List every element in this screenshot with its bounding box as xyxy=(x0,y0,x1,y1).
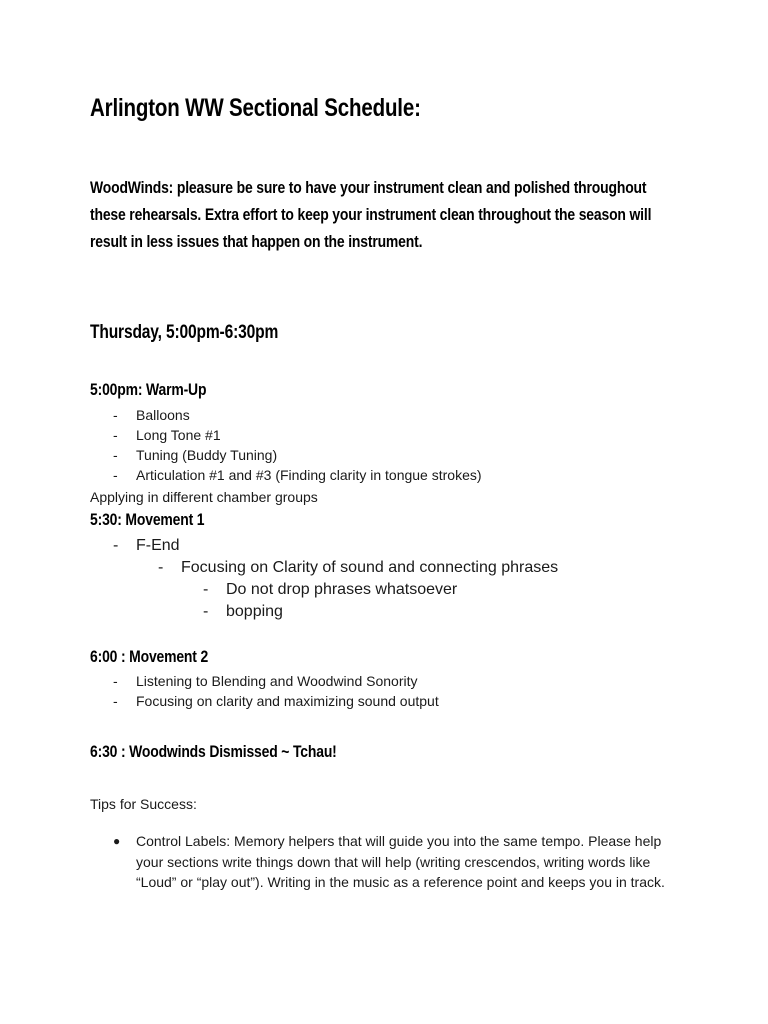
dash-marker: - xyxy=(113,447,118,463)
dash-marker: - xyxy=(203,603,209,620)
movement1-heading: 5:30: Movement 1 xyxy=(90,510,205,529)
movement2-heading: 6:00 : Movement 2 xyxy=(90,647,209,666)
dash-marker: - xyxy=(203,581,209,598)
tips-item-text: Control Labels: Memory helpers that will guide you into the same tempo. Please help your sections write things down that will help (writing crescendos, writing words like “Loud” or “play out”). Writing in the music as a reference point and keeps you in track. xyxy=(136,833,665,890)
dash-marker: - xyxy=(113,537,119,554)
dash-marker: - xyxy=(113,407,118,423)
day-heading: Thursday, 5:00pm-6:30pm xyxy=(90,322,279,343)
dash-marker: - xyxy=(113,673,118,689)
dash-marker: - xyxy=(113,467,118,483)
warmup-note: Applying in different chamber groups xyxy=(90,489,318,505)
dash-marker: - xyxy=(113,693,118,709)
tips-heading: Tips for Success: xyxy=(90,796,197,812)
dismissal-heading: 6:30 : Woodwinds Dismissed ~ Tchau! xyxy=(90,742,337,761)
dash-marker: - xyxy=(113,427,118,443)
intro-paragraph: WoodWinds: pleasure be sure to have your instrument clean and polished throughout these rehearsals. Extra effort to keep your instrument clean throughout the season will result in less issues that happen on the instrument. xyxy=(90,178,652,251)
bullet-marker: ● xyxy=(113,834,121,848)
warmup-heading: 5:00pm: Warm-Up xyxy=(90,380,207,399)
document-title: Arlington WW Sectional Schedule: xyxy=(90,94,421,122)
dash-marker: - xyxy=(158,559,164,576)
